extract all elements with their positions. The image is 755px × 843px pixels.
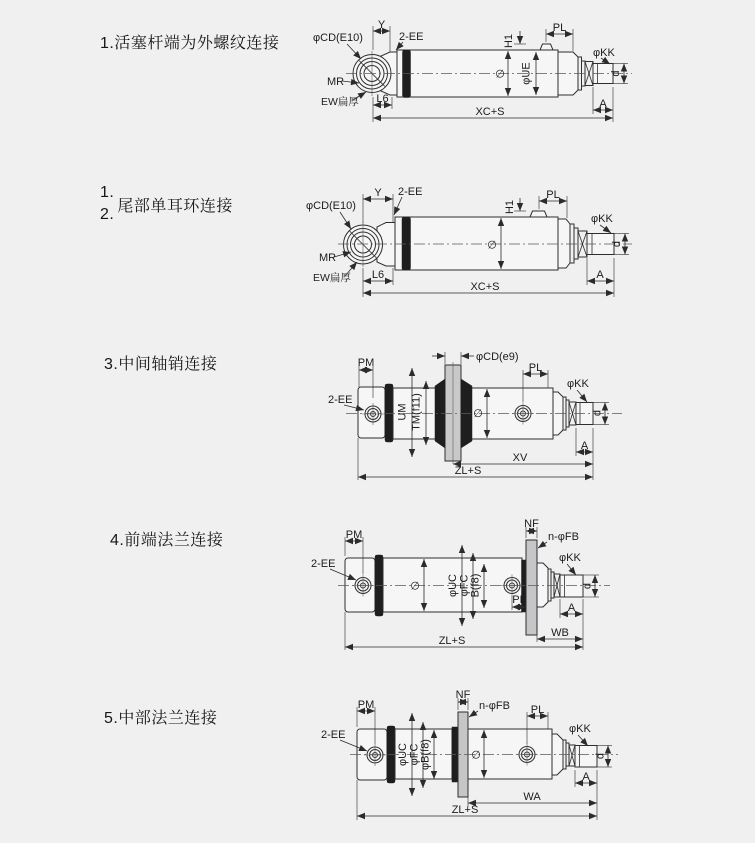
- label-bore-dia: ∅: [495, 68, 505, 81]
- label-ew: EW扁厚: [313, 272, 351, 284]
- label-ue: φUE: [520, 62, 533, 85]
- cylinder-body-1: [346, 44, 632, 98]
- label-2ee: 2-EE: [398, 186, 423, 198]
- label-um: UM: [396, 403, 409, 421]
- label-xcs: XC+S: [475, 106, 505, 118]
- label-bore-dia: ∅: [473, 408, 483, 420]
- label-pl: PL: [512, 594, 526, 606]
- label-wb: WB: [551, 627, 569, 639]
- label-cd: φCD(e9): [476, 351, 519, 363]
- label-d: d: [610, 70, 622, 77]
- label-a: A: [582, 771, 590, 783]
- label-d: d: [611, 240, 623, 248]
- cylinder-body-2: [338, 211, 632, 270]
- label-bore-dia: ∅: [471, 749, 481, 762]
- label-zls: ZL+S: [451, 804, 479, 816]
- label-kk: φKK: [567, 378, 589, 390]
- label-2ee: 2-EE: [328, 394, 353, 406]
- label-pl: PL: [530, 704, 545, 716]
- label-bore-dia: ∅: [410, 580, 420, 593]
- label-b: B(f8): [469, 573, 482, 598]
- section-2-title-text: 尾部单耳环连接: [117, 197, 233, 215]
- label-wa: WA: [523, 791, 541, 803]
- diagram-4-front-flange: [311, 518, 610, 650]
- label-xv: XV: [512, 452, 528, 464]
- label-uc: φUC: [397, 742, 409, 767]
- label-fb: n-φFB: [548, 531, 579, 543]
- label-cd: φCD(E10): [306, 200, 356, 212]
- label-kk: φKK: [591, 213, 613, 225]
- label-pm: PM: [345, 529, 363, 541]
- label-a: A: [580, 440, 589, 452]
- label-zls: ZL+S: [454, 465, 482, 477]
- label-pl: PL: [546, 189, 560, 201]
- label-d: d: [591, 409, 604, 417]
- label-a: A: [596, 269, 604, 281]
- label-2ee: 2-EE: [399, 31, 424, 43]
- label-fb: n-φFB: [479, 700, 510, 712]
- section-3-title: 3.中间轴销连接: [104, 356, 218, 373]
- label-fc: φFC: [458, 574, 471, 597]
- label-uc: φUC: [447, 573, 459, 598]
- diagram-5-middle-flange: [321, 689, 618, 820]
- label-pl: PL: [552, 22, 567, 34]
- label-fc: φFC: [408, 743, 421, 766]
- section-2-number-1: 1.: [100, 184, 115, 201]
- label-pm: PM: [357, 357, 375, 369]
- label-ew: EW扁厚: [321, 96, 359, 108]
- section-1-title: 1.活塞杆端为外螺纹连接: [100, 35, 280, 52]
- label-pl: PL: [528, 362, 543, 374]
- label-mr: MR: [319, 252, 337, 264]
- label-y: Y: [377, 19, 386, 31]
- label-xcs: XC+S: [470, 281, 500, 293]
- label-l6: L6: [376, 93, 389, 105]
- label-pm: PM: [357, 699, 375, 711]
- label-mr: MR: [327, 76, 345, 88]
- label-h1: H1: [504, 199, 516, 215]
- diagram-1-piston-rod-external-thread: [313, 19, 632, 122]
- label-bore-dia: ∅: [487, 239, 497, 252]
- label-h1: H1: [503, 33, 515, 49]
- label-l6: L6: [371, 269, 385, 281]
- label-y: Y: [374, 187, 382, 199]
- label-cd: φCD(E10): [313, 32, 363, 44]
- diagram-2-rear-single-eye: [306, 186, 632, 297]
- label-kk: φKK: [569, 723, 591, 735]
- section-2-number-2: 2.: [100, 206, 115, 223]
- label-2ee: 2-EE: [311, 558, 336, 570]
- label-b: φB(f8): [419, 739, 432, 770]
- section-4-title: 4.前端法兰连接: [110, 532, 224, 549]
- label-kk: φKK: [593, 47, 615, 59]
- label-d: d: [594, 752, 607, 760]
- label-tm: TM(f11): [410, 393, 423, 431]
- section-5-title: 5.中部法兰连接: [104, 710, 218, 727]
- label-nf: NF: [455, 689, 471, 701]
- label-a: A: [599, 98, 607, 110]
- label-nf: NF: [524, 518, 539, 530]
- label-a: A: [567, 602, 576, 614]
- label-d: d: [581, 582, 594, 590]
- label-2ee: 2-EE: [321, 729, 346, 741]
- label-kk: φKK: [559, 552, 581, 564]
- label-zls: ZL+S: [438, 635, 466, 647]
- diagram-3-middle-trunnion: [328, 351, 622, 480]
